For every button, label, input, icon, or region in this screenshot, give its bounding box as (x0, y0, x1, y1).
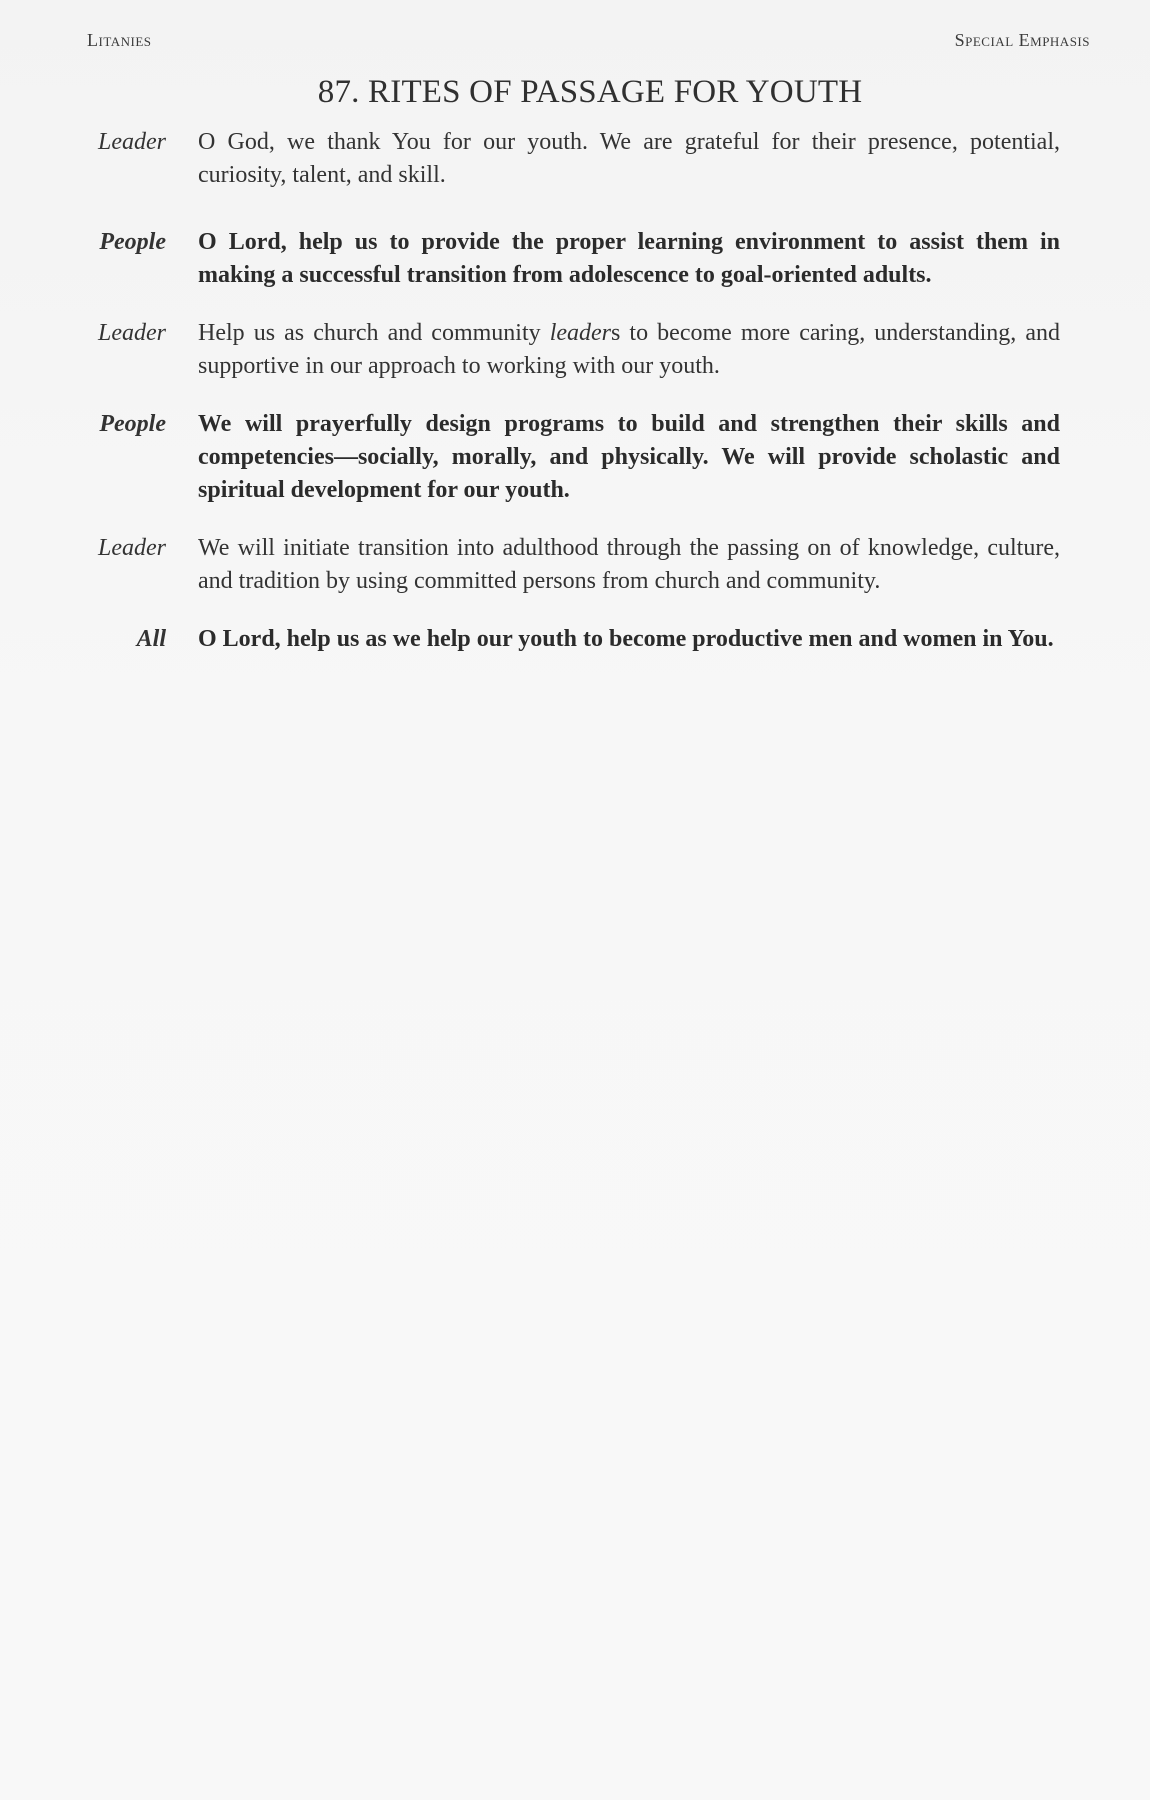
litany-entry-leader-1 (0, 126, 1150, 192)
speaker-label: Leader (98, 535, 166, 561)
leader-line-part: s to become more caring, understanding, and supportive in our approach to working with our youth. (198, 320, 1060, 379)
all-response: O Lord, help us as we help our youth to become productive men and women in You. (198, 626, 1054, 652)
speaker-label: Leader (98, 320, 166, 346)
litany-entry-people-1 (0, 226, 1150, 292)
leader-line-italic: leader (549, 320, 612, 346)
running-head-left: Litanies (87, 30, 152, 50)
people-response: O Lord, help us to provide the proper learning environment to assist them in making a successful transition from adolescence to goal-oriented adults. (198, 229, 1060, 288)
litany-entry-people-2 (0, 408, 1150, 507)
litany (0, 126, 1150, 656)
speaker-label: People (99, 411, 166, 437)
leader-line: O God, we thank You for our youth. We are grateful for their presence, potential, curiosity, talent, and skill. (198, 129, 1060, 188)
leader-line (198, 317, 1060, 383)
litany-entry-all (0, 623, 1150, 656)
speaker-label: All (136, 626, 166, 652)
leader-line: We will initiate transition into adulthood through the passing on of knowledge, culture, and tradition by using committed persons from church and community. (198, 535, 1060, 594)
litany-entry-leader-2 (0, 317, 1150, 383)
speaker-label: Leader (98, 129, 166, 155)
speaker-label: People (99, 229, 166, 255)
litany-entry-leader-3 (0, 532, 1150, 598)
running-head-right: Special Emphasis (954, 30, 1090, 50)
page-title: 87. RITES OF PASSAGE FOR YOUTH (317, 74, 863, 110)
leader-line-part: Help us as church and community (198, 320, 550, 346)
people-response: We will prayerfully design programs to build and strengthen their skills and competencies—socially, morally, and physically. We will provide scholastic and spiritual development for our youth. (198, 411, 1060, 503)
